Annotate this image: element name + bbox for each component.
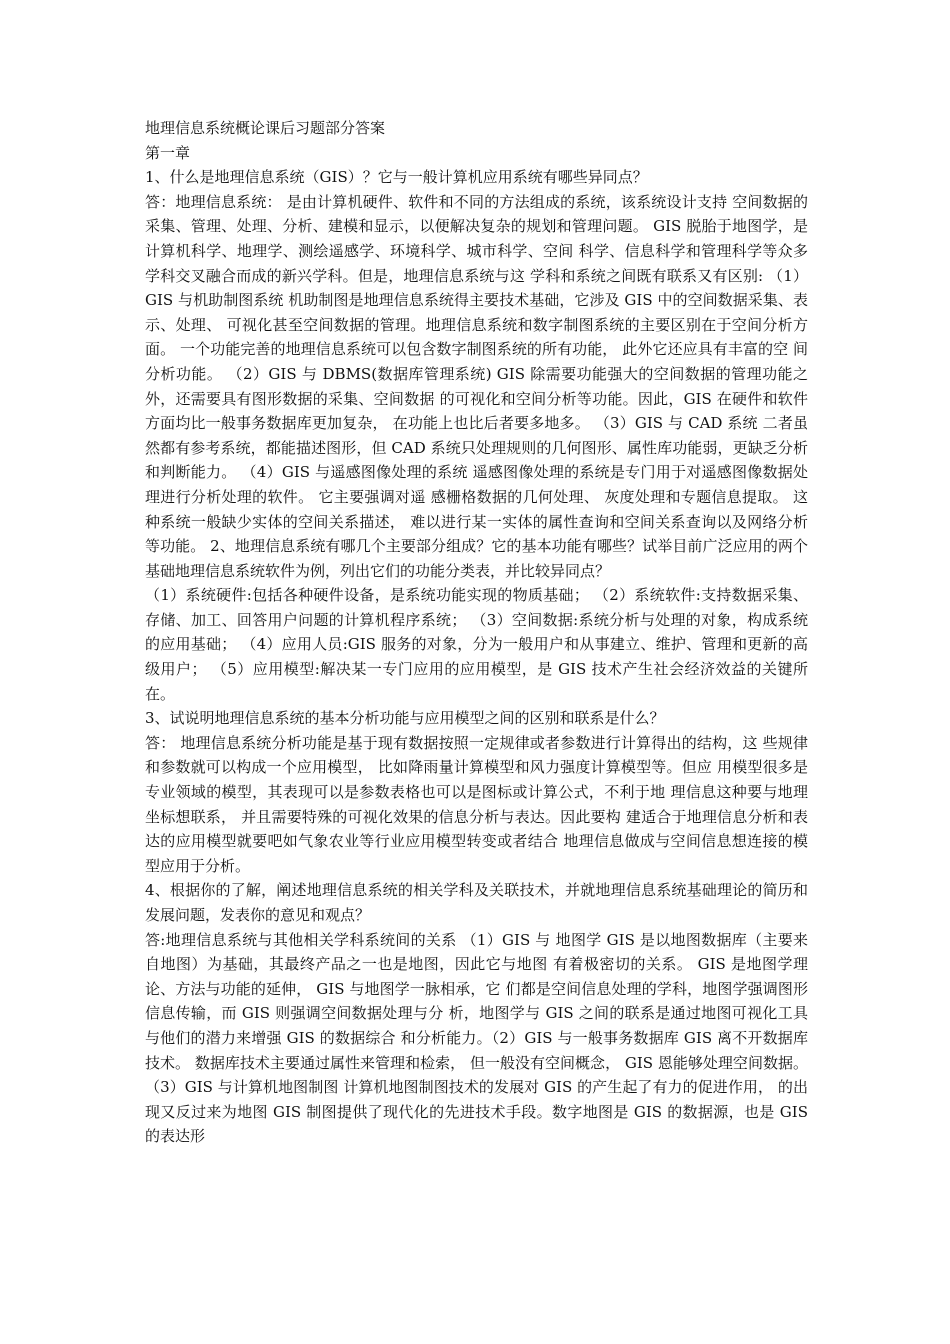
question-4: 4、根据你的了解，阐述地理信息系统的相关学科及关联技术，并就地理信息系统基础理论的简历和发展问题，发表你的意见和观点？: [145, 881, 808, 924]
answer-4: 答:地理信息系统与其他相关学科系统间的关系 （1）GIS 与 地图学 GIS 是以地图数据库（主要来自地图）为基础，其最终产品之一也是地图，因此它与地图 有着极密切的关系。 GIS 是地图学理论、方法与功能的延伸， GIS 与地图学一脉相承，它 们都是空间信息处理的学科，地图学强调图形信息传输，而 GIS 则强调空间数据处理与分 析，地图学与 GIS 之间的联系是通过地图可视化工具与他们的潜力来增强 GIS 的数据综合 和分析能力。（2）GIS 与一般事务数据库 GIS 离不开数据库技术。 数据库技术主要通过属性来管理和检索， 但一般没有空间概念， GIS 恩能够处理空间数据。（3）GIS 与计算机地图制图 计算机地图制图技术的发展对 GIS 的产生起了有力的促进作用， 的出现又反过来为地图 GIS 制图提供了现代化的先进技术手段。数字地图是 GIS 的数据源，也是 GIS 的表达形: [145, 930, 813, 1146]
question-3: 3、试说明地理信息系统的基本分析功能与应用模型之间的区别和联系是什么？: [145, 709, 665, 728]
answer-2: （1）系统硬件:包括各种硬件设备，是系统功能实现的物质基础； （2）系统软件:支持数据采集、存储、加工、回答用户问题的计算机程序系统； （3）空间数据:系统分析与处理的对象，构成系统的应用基础； （4）应用人员:GIS 服务的对象，分为一般用户和从事建立、维护、管理和更新的高级用户； （5）应用模型:解决某一专门应用的应用模型，是 GIS 技术产生社会经济效益的关键所在。: [145, 586, 808, 703]
question-1: 1、什么是地理信息系统（GIS）？它与一般计算机应用系统有哪些异同点？: [145, 168, 648, 187]
document-title: 地理信息系统概论课后习题部分答案: [145, 119, 386, 137]
chapter-heading: 第一章: [145, 143, 191, 162]
answer-3: 答： 地理信息系统分析功能是基于现有数据按照一定规律或者参数进行计算得出的结构，这 些规律和参数就可以构成一个应用模型， 比如降雨量计算模型和风力强度计算模型等。但应 用模型很多是专业领域的模型，其表现可以是参数表格也可以是图标或计算公式，不利于地 理信息这种要与地理坐标想联系， 并且需要特殊的可视化效果的信息分析与表达。因此要构 建适合于地理信息分析和表达的应用模型就要吧如气象农业等行业应用模型转变或者结合 地理信息做成与空间信息想连接的模型应用于分析。: [145, 733, 808, 875]
document-page: [145, 116, 813, 1149]
answer-1: 答：地理信息系统： 是由计算机硬件、软件和不同的方法组成的系统，该系统设计支持 空间数据的采集、管理、处理、分析、建模和显示，以便解决复杂的规划和管理问题。 GIS 脱胎于地图学，是计算机科学、地理学、测绘遥感学、环境科学、城市科学、空间 科学、信息科学和管理科学等众多学科交叉融合而成的新兴学科。但是，地理信息系统与这 学科和系统之间既有联系又有区别: （1） GIS 与机助制图系统 机助制图是地理信息系统得主要技术基础，它涉及 GIS 中的空间数据采集、表示、处理、 可视化甚至空间数据的管理。地理信息系统和数字制图系统的主要区别在于空间分析方面。 一个功能完善的地理信息系统可以包含数字制图系统的所有功能， 此外它还应具有丰富的空 间分析功能。 （2）GIS 与 DBMS(数据库管理系统) GIS 除需要功能强大的空间数据的管理功能之外，还需要具有图形数据的采集、空间数据 的可视化和空间分析等功能。因此，GIS 在硬件和软件方面均比一般事务数据库更加复杂， 在功能上也比后者要多地多。 （3）GIS 与 CAD 系统 二者虽然都有参考系统，都能描述图形，但 CAD 系统只处理规则的几何图形、属性库功能弱，更缺乏分析和判断能力。 （4）GIS 与遥感图像处理的系统 遥感图像处理的系统是专门用于对遥感图像数据处理进行分析处理的软件。 它主要强调对遥 感栅格数据的几何处理、 灰度处理和专题信息提取。 这种系统一般缺少实体的空间关系描述， 难以进行某一实体的属性查询和空间关系查询以及网络分析等功能。 2、地理信息系统有哪几个主要部分组成？它的基本功能有哪些？试举目前广泛应用的两个基础地理信息系统软件为例，列出它们的功能分类表，并比较异同点？: [145, 192, 813, 580]
